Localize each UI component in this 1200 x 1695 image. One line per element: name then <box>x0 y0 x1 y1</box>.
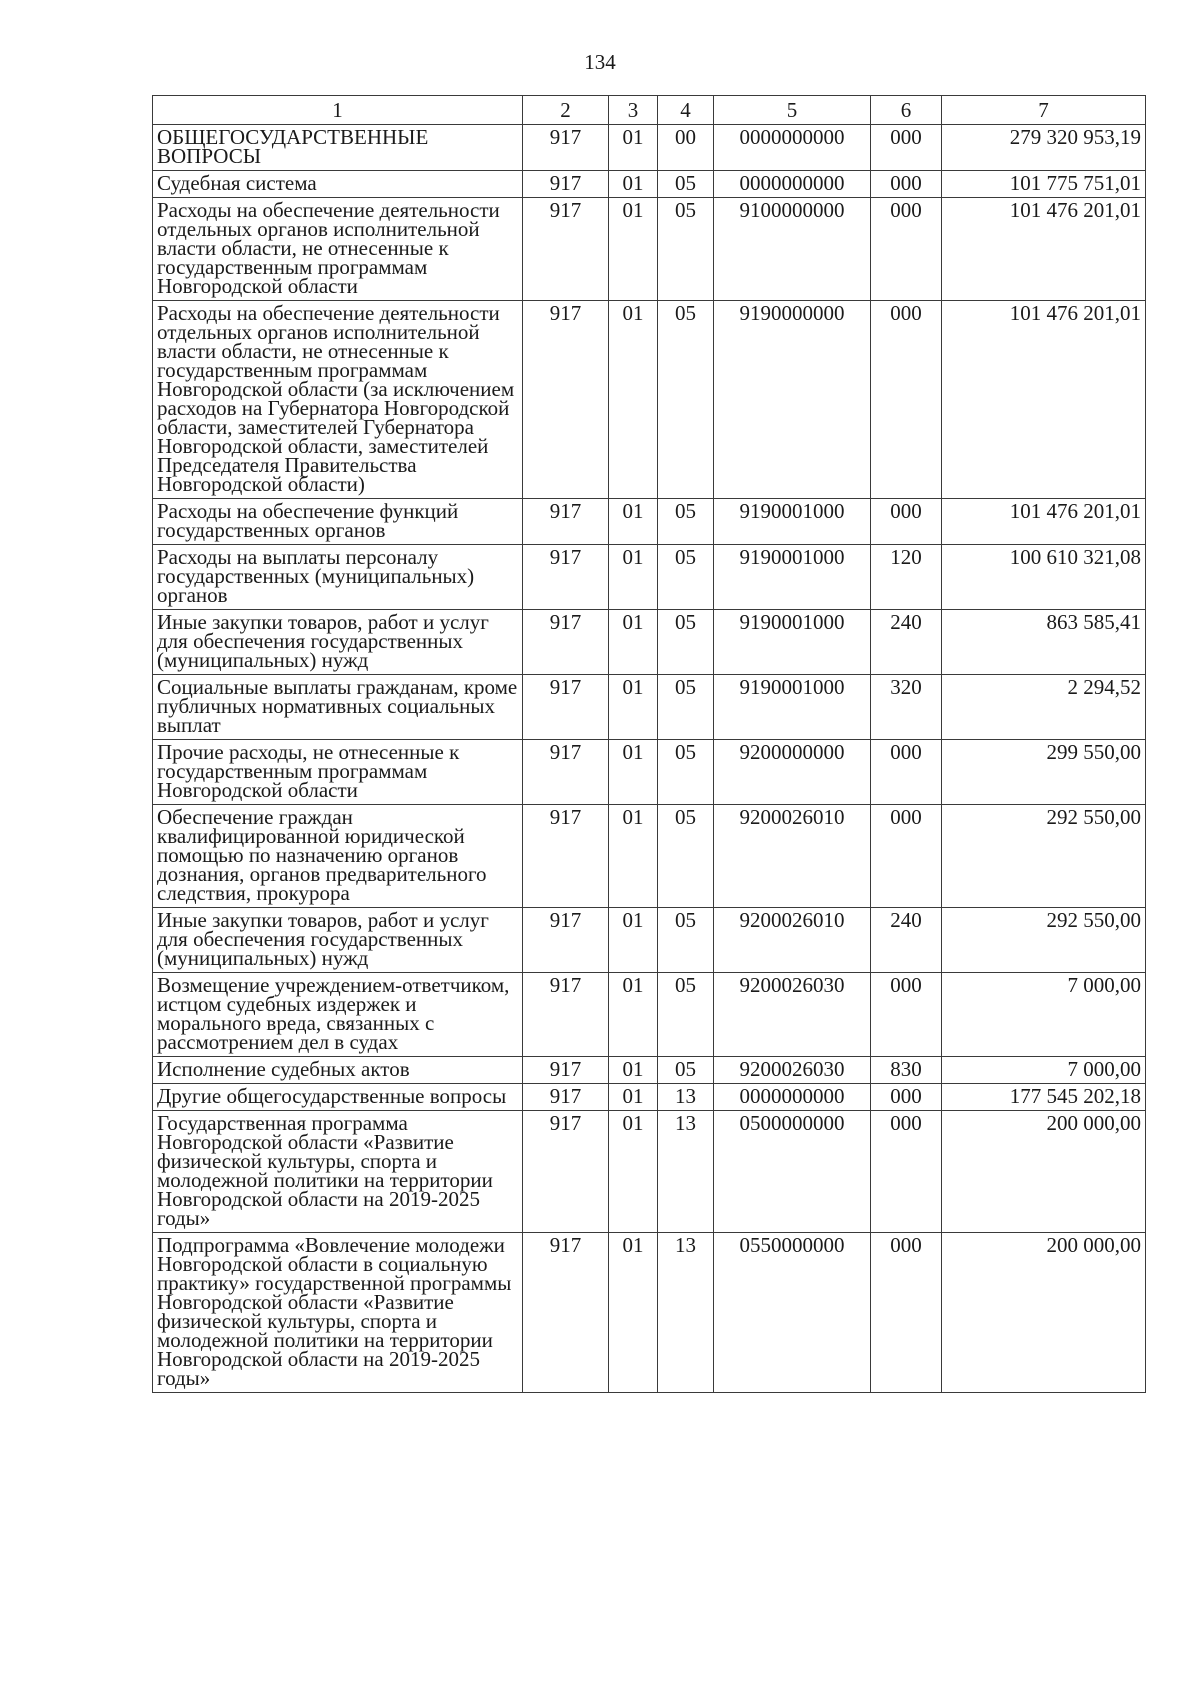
expense-type-cell: 830 <box>871 1057 942 1084</box>
table-row <box>153 1111 1146 1233</box>
table-row <box>153 499 1146 545</box>
ministry-code-cell: 917 <box>523 545 609 610</box>
target-article-cell: 0000000000 <box>714 171 871 198</box>
subsection-code-cell: 05 <box>658 171 714 198</box>
expense-type-cell: 120 <box>871 545 942 610</box>
subsection-code-cell: 05 <box>658 198 714 301</box>
table-row <box>153 1057 1146 1084</box>
target-article-cell: 0550000000 <box>714 1233 871 1393</box>
table-row <box>153 805 1146 908</box>
subsection-code-cell: 05 <box>658 805 714 908</box>
row-name-cell: Государственная программа Новгородской области «Развитие физической культуры, спорта и молодежной политики на территории Новгородской области на 2019-2025 годы» <box>153 1111 523 1233</box>
budget-table <box>152 95 1146 1393</box>
section-code-cell: 01 <box>609 125 658 171</box>
amount-cell: 7 000,00 <box>942 973 1146 1057</box>
row-name-cell: Возмещение учреждением-ответчиком, истцом судебных издержек и морального вреда, связанных с рассмотрением дел в судах <box>153 973 523 1057</box>
expense-type-cell: 000 <box>871 740 942 805</box>
expense-type-cell: 320 <box>871 675 942 740</box>
section-code-cell: 01 <box>609 740 658 805</box>
section-code-cell: 01 <box>609 1084 658 1111</box>
table-row <box>153 973 1146 1057</box>
subsection-code-cell: 05 <box>658 908 714 973</box>
row-name-cell: Другие общегосударственные вопросы <box>153 1084 523 1111</box>
row-name-cell: Обеспечение граждан квалифицированной юридической помощью по назначению органов дознания, органов предварительного следствия, прокурора <box>153 805 523 908</box>
amount-cell: 863 585,41 <box>942 610 1146 675</box>
row-name-cell: Прочие расходы, не отнесенные к государственным программам Новгородской области <box>153 740 523 805</box>
amount-cell: 101 775 751,01 <box>942 171 1146 198</box>
subsection-code-cell: 05 <box>658 545 714 610</box>
target-article-cell: 9200026010 <box>714 805 871 908</box>
target-article-cell: 9200026030 <box>714 1057 871 1084</box>
expense-type-cell: 000 <box>871 171 942 198</box>
ministry-code-cell: 917 <box>523 301 609 499</box>
subsection-code-cell: 00 <box>658 125 714 171</box>
subsection-code-cell: 05 <box>658 973 714 1057</box>
section-code-cell: 01 <box>609 171 658 198</box>
subsection-code-cell: 13 <box>658 1111 714 1233</box>
ministry-code-cell: 917 <box>523 740 609 805</box>
table-header <box>153 96 1146 125</box>
section-code-cell: 01 <box>609 610 658 675</box>
target-article-cell: 9190000000 <box>714 301 871 499</box>
row-name-cell: Исполнение судебных актов <box>153 1057 523 1084</box>
row-name-cell: ОБЩЕГОСУДАРСТВЕННЫЕ ВОПРОСЫ <box>153 125 523 171</box>
ministry-code-cell: 917 <box>523 499 609 545</box>
table-row <box>153 675 1146 740</box>
section-code-cell: 01 <box>609 908 658 973</box>
table-row <box>153 171 1146 198</box>
amount-cell: 292 550,00 <box>942 805 1146 908</box>
amount-cell: 279 320 953,19 <box>942 125 1146 171</box>
row-name-cell: Расходы на обеспечение деятельности отдельных органов исполнительной власти области, не отнесенные к государственным программам Новгородской области (за исключением расходов на Губернатора Новгородской области, заместителей Губернатора Новгородской области, заместителей Председателя Правительства Новгородской области) <box>153 301 523 499</box>
table-row <box>153 1233 1146 1393</box>
target-article-cell: 9190001000 <box>714 675 871 740</box>
table-row <box>153 198 1146 301</box>
row-name-cell: Судебная система <box>153 171 523 198</box>
ministry-code-cell: 917 <box>523 1111 609 1233</box>
amount-cell: 7 000,00 <box>942 1057 1146 1084</box>
expense-type-cell: 000 <box>871 1084 942 1111</box>
column-header-5: 5 <box>714 96 871 125</box>
row-name-cell: Подпрограмма «Вовлечение молодежи Новгородской области в социальную практику» государственной программы Новгородской области «Развитие физической культуры, спорта и молодежной политики на территории Новгородской области на 2019-2025 годы» <box>153 1233 523 1393</box>
column-header-4: 4 <box>658 96 714 125</box>
target-article-cell: 0500000000 <box>714 1111 871 1233</box>
ministry-code-cell: 917 <box>523 1057 609 1084</box>
amount-cell: 292 550,00 <box>942 908 1146 973</box>
table-row <box>153 545 1146 610</box>
subsection-code-cell: 05 <box>658 1057 714 1084</box>
amount-cell: 100 610 321,08 <box>942 545 1146 610</box>
section-code-cell: 01 <box>609 805 658 908</box>
ministry-code-cell: 917 <box>523 1084 609 1111</box>
section-code-cell: 01 <box>609 301 658 499</box>
row-name-cell: Иные закупки товаров, работ и услуг для обеспечения государственных (муниципальных) нужд <box>153 610 523 675</box>
row-name-cell: Иные закупки товаров, работ и услуг для обеспечения государственных (муниципальных) нужд <box>153 908 523 973</box>
amount-cell: 200 000,00 <box>942 1111 1146 1233</box>
page-number: 134 <box>584 50 616 74</box>
header-row <box>153 96 1146 125</box>
target-article-cell: 9200026010 <box>714 908 871 973</box>
target-article-cell: 9190001000 <box>714 610 871 675</box>
section-code-cell: 01 <box>609 675 658 740</box>
subsection-code-cell: 05 <box>658 740 714 805</box>
target-article-cell: 9200000000 <box>714 740 871 805</box>
expense-type-cell: 000 <box>871 198 942 301</box>
ministry-code-cell: 917 <box>523 1233 609 1393</box>
target-article-cell: 9200026030 <box>714 973 871 1057</box>
ministry-code-cell: 917 <box>523 675 609 740</box>
table-row <box>153 125 1146 171</box>
column-header-7: 7 <box>942 96 1146 125</box>
ministry-code-cell: 917 <box>523 908 609 973</box>
expense-type-cell: 000 <box>871 499 942 545</box>
amount-cell: 2 294,52 <box>942 675 1146 740</box>
section-code-cell: 01 <box>609 973 658 1057</box>
ministry-code-cell: 917 <box>523 610 609 675</box>
row-name-cell: Расходы на обеспечение функций государственных органов <box>153 499 523 545</box>
target-article-cell: 9190001000 <box>714 499 871 545</box>
subsection-code-cell: 13 <box>658 1233 714 1393</box>
amount-cell: 101 476 201,01 <box>942 301 1146 499</box>
column-header-3: 3 <box>609 96 658 125</box>
section-code-cell: 01 <box>609 1057 658 1084</box>
section-code-cell: 01 <box>609 1111 658 1233</box>
amount-cell: 299 550,00 <box>942 740 1146 805</box>
ministry-code-cell: 917 <box>523 198 609 301</box>
table-row <box>153 301 1146 499</box>
ministry-code-cell: 917 <box>523 125 609 171</box>
ministry-code-cell: 917 <box>523 805 609 908</box>
expense-type-cell: 240 <box>871 610 942 675</box>
ministry-code-cell: 917 <box>523 171 609 198</box>
section-code-cell: 01 <box>609 499 658 545</box>
expense-type-cell: 000 <box>871 1111 942 1233</box>
subsection-code-cell: 05 <box>658 499 714 545</box>
expense-type-cell: 000 <box>871 1233 942 1393</box>
expense-type-cell: 000 <box>871 301 942 499</box>
row-name-cell: Социальные выплаты гражданам, кроме публичных нормативных социальных выплат <box>153 675 523 740</box>
amount-cell: 177 545 202,18 <box>942 1084 1146 1111</box>
expense-type-cell: 000 <box>871 125 942 171</box>
subsection-code-cell: 05 <box>658 675 714 740</box>
column-header-6: 6 <box>871 96 942 125</box>
amount-cell: 200 000,00 <box>942 1233 1146 1393</box>
target-article-cell: 0000000000 <box>714 1084 871 1111</box>
amount-cell: 101 476 201,01 <box>942 198 1146 301</box>
table-row <box>153 740 1146 805</box>
row-name-cell: Расходы на обеспечение деятельности отдельных органов исполнительной власти области, не отнесенные к государственным программам Новгородской области <box>153 198 523 301</box>
expense-type-cell: 000 <box>871 805 942 908</box>
row-name-cell: Расходы на выплаты персоналу государственных (муниципальных) органов <box>153 545 523 610</box>
expense-type-cell: 240 <box>871 908 942 973</box>
ministry-code-cell: 917 <box>523 973 609 1057</box>
section-code-cell: 01 <box>609 1233 658 1393</box>
column-header-2: 2 <box>523 96 609 125</box>
expense-type-cell: 000 <box>871 973 942 1057</box>
table-row <box>153 610 1146 675</box>
target-article-cell: 0000000000 <box>714 125 871 171</box>
section-code-cell: 01 <box>609 198 658 301</box>
target-article-cell: 9190001000 <box>714 545 871 610</box>
subsection-code-cell: 05 <box>658 301 714 499</box>
section-code-cell: 01 <box>609 545 658 610</box>
subsection-code-cell: 05 <box>658 610 714 675</box>
amount-cell: 101 476 201,01 <box>942 499 1146 545</box>
subsection-code-cell: 13 <box>658 1084 714 1111</box>
table-row <box>153 908 1146 973</box>
table-body <box>153 125 1146 1393</box>
table-row <box>153 1084 1146 1111</box>
target-article-cell: 9100000000 <box>714 198 871 301</box>
column-header-1: 1 <box>153 96 523 125</box>
